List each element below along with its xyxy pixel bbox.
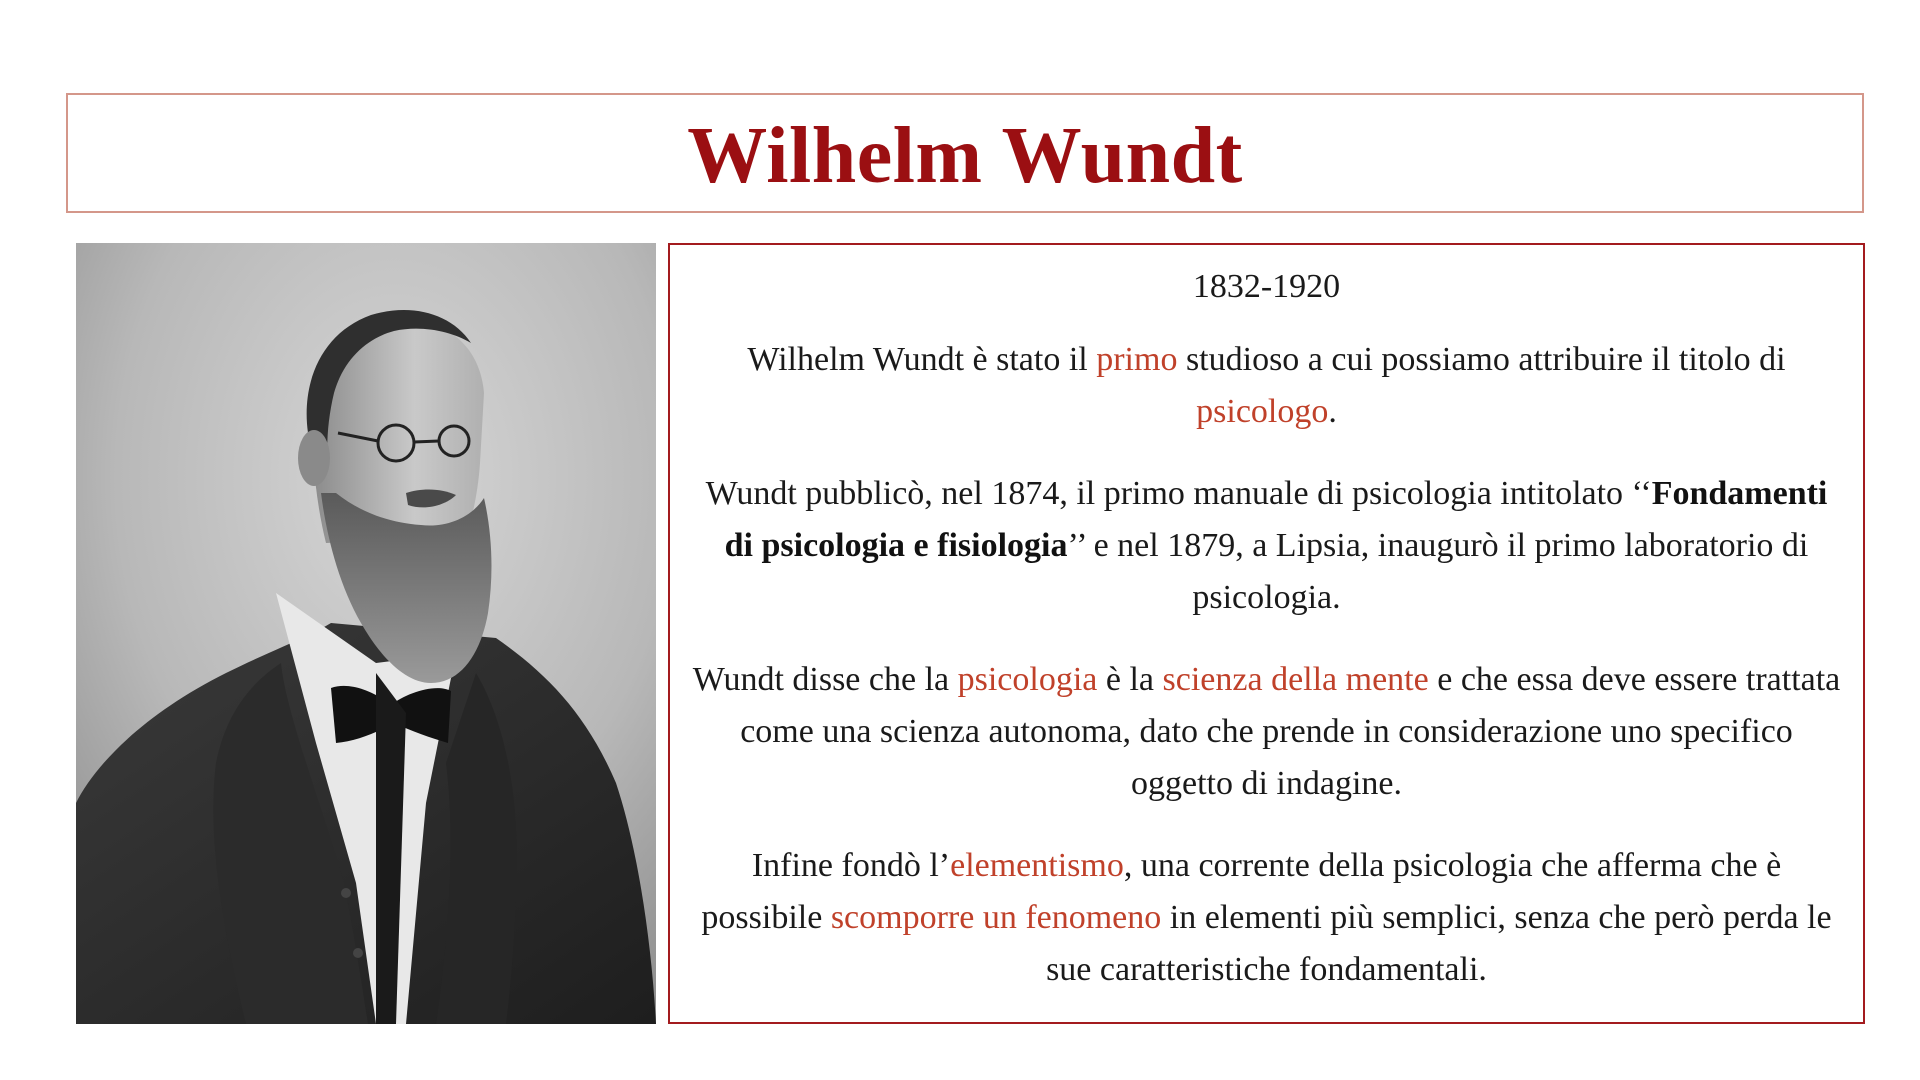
text-fragment: Wundt disse che la bbox=[692, 661, 958, 698]
highlight-scomporre-un-fenomeno: scomporre un fenomeno bbox=[830, 899, 1162, 936]
title-box bbox=[66, 93, 1864, 213]
highlight-elementismo: elementismo bbox=[950, 847, 1124, 884]
portrait-illustration bbox=[76, 243, 656, 1024]
paragraph-definition bbox=[692, 654, 1841, 810]
book-title: Fondamenti di psicologia e fisiologia bbox=[724, 475, 1828, 564]
paragraph-intro bbox=[692, 334, 1841, 438]
text-fragment: e che essa deve essere trattata come una scienza autonoma, dato che prende in considerazione uno specifico oggetto di indagine. bbox=[740, 661, 1841, 802]
highlight-psicologia: psicologia bbox=[957, 661, 1098, 698]
text-fragment: Infine fondò l’ bbox=[751, 847, 951, 884]
text-fragment: studioso a cui possiamo attribuire il titolo di bbox=[1177, 341, 1786, 378]
text-fragment: , una corrente della psicologia che afferma che è possibile bbox=[701, 847, 1782, 936]
highlight-primo: primo bbox=[1096, 341, 1178, 378]
highlight-psicologo: psicologo bbox=[1196, 393, 1329, 430]
highlight-scienza-della-mente: scienza della mente bbox=[1162, 661, 1429, 698]
paragraph-publication bbox=[692, 468, 1841, 624]
text-fragment: . bbox=[1328, 393, 1337, 430]
paragraph-elementismo bbox=[692, 840, 1841, 996]
text-fragment: in elementi più semplici, senza che però perda le sue caratteristiche fondamentali. bbox=[1046, 899, 1832, 988]
content-box bbox=[668, 243, 1865, 1024]
portrait-photo bbox=[76, 243, 656, 1024]
text-fragment: ’’ e nel 1879, a Lipsia, inaugurò il primo laboratorio di psicologia. bbox=[1067, 527, 1809, 616]
lifespan-years: 1832-1920 bbox=[1192, 268, 1341, 305]
text-fragment: Wilhelm Wundt è stato il bbox=[747, 341, 1097, 378]
text-fragment: Wundt pubblicò, nel 1874, il primo manuale di psicologia intitolato ‘‘ bbox=[705, 475, 1652, 512]
text-fragment: è la bbox=[1097, 661, 1163, 698]
page-title: Wilhelm Wundt bbox=[687, 112, 1243, 200]
